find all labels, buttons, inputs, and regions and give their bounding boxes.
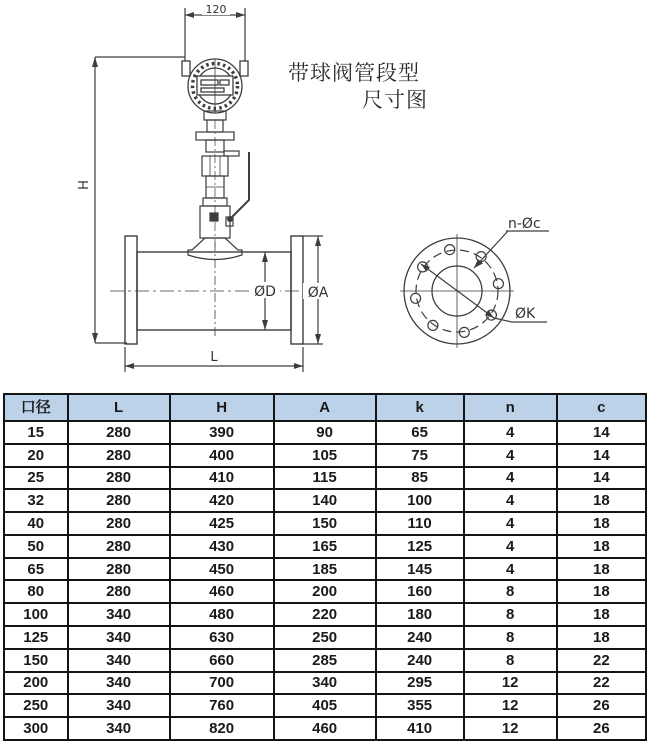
table-cell: 340 bbox=[68, 626, 170, 649]
table-cell: 430 bbox=[170, 535, 274, 558]
table-cell: 410 bbox=[170, 467, 274, 490]
table-cell: 295 bbox=[376, 672, 464, 695]
table-cell: 125 bbox=[376, 535, 464, 558]
table-cell: 40 bbox=[4, 512, 68, 535]
table-cell: 4 bbox=[464, 535, 557, 558]
dim-label-OD: ØD bbox=[254, 284, 276, 300]
dimension-table-section bbox=[3, 393, 647, 741]
table-row bbox=[4, 580, 646, 603]
table-cell: 280 bbox=[68, 580, 170, 603]
table-cell: 240 bbox=[376, 626, 464, 649]
table-cell: 8 bbox=[464, 603, 557, 626]
dim-label-OA: ØA bbox=[307, 285, 329, 301]
table-cell: 240 bbox=[376, 649, 464, 672]
table-cell: 14 bbox=[557, 421, 646, 444]
table-cell: 75 bbox=[376, 444, 464, 467]
table-cell: 12 bbox=[464, 672, 557, 695]
table-cell: 65 bbox=[4, 558, 68, 581]
table-cell: 145 bbox=[376, 558, 464, 581]
table-cell: 12 bbox=[464, 717, 557, 740]
table-cell: 4 bbox=[464, 558, 557, 581]
table-cell: 100 bbox=[4, 603, 68, 626]
drain-tap bbox=[224, 151, 239, 156]
table-cell: 250 bbox=[4, 694, 68, 717]
left-flange bbox=[125, 236, 137, 344]
table-cell: 100 bbox=[376, 489, 464, 512]
table-cell: 25 bbox=[4, 467, 68, 490]
table-body bbox=[4, 421, 646, 740]
table-cell: 26 bbox=[557, 694, 646, 717]
table-cell: 150 bbox=[4, 649, 68, 672]
table-cell: 115 bbox=[274, 467, 376, 490]
table-cell: 125 bbox=[4, 626, 68, 649]
table-cell: 105 bbox=[274, 444, 376, 467]
table-cell: 220 bbox=[274, 603, 376, 626]
table-cell: 355 bbox=[376, 694, 464, 717]
transmitter-head bbox=[182, 59, 248, 113]
table-cell: 22 bbox=[557, 672, 646, 695]
column-header: c bbox=[557, 394, 646, 421]
dim-top-width bbox=[185, 3, 245, 61]
table-header-row bbox=[4, 394, 646, 421]
table-cell: 8 bbox=[464, 649, 557, 672]
table-row bbox=[4, 717, 646, 740]
table-cell: 14 bbox=[557, 444, 646, 467]
table-cell: 14 bbox=[557, 467, 646, 490]
dim-height bbox=[77, 57, 185, 343]
right-flange bbox=[291, 236, 303, 344]
table-cell: 4 bbox=[464, 489, 557, 512]
table-row bbox=[4, 558, 646, 581]
table-cell: 300 bbox=[4, 717, 68, 740]
pipe-section bbox=[110, 236, 322, 344]
dim-flange-diameter bbox=[303, 236, 333, 344]
table-cell: 18 bbox=[557, 512, 646, 535]
drawing-title bbox=[288, 60, 428, 114]
table-row bbox=[4, 489, 646, 512]
table-cell: 420 bbox=[170, 489, 274, 512]
table-row bbox=[4, 467, 646, 490]
table-cell: 460 bbox=[170, 580, 274, 603]
table-cell: 32 bbox=[4, 489, 68, 512]
table-cell: 18 bbox=[557, 580, 646, 603]
table-row bbox=[4, 444, 646, 467]
table-cell: 200 bbox=[274, 580, 376, 603]
table-cell: 18 bbox=[557, 626, 646, 649]
column-header: 口径 bbox=[4, 394, 68, 421]
table-row bbox=[4, 512, 646, 535]
column-header: n bbox=[464, 394, 557, 421]
table-cell: 425 bbox=[170, 512, 274, 535]
table-cell: 390 bbox=[170, 421, 274, 444]
drawing-title-line1: 带球阀管段型 bbox=[288, 61, 420, 85]
table-cell: 26 bbox=[557, 717, 646, 740]
table-row bbox=[4, 421, 646, 444]
table-cell: 8 bbox=[464, 580, 557, 603]
table-cell: 280 bbox=[68, 558, 170, 581]
table-row bbox=[4, 626, 646, 649]
stem-valve-assembly bbox=[188, 111, 249, 260]
table-cell: 12 bbox=[464, 694, 557, 717]
column-header: A bbox=[274, 394, 376, 421]
table-cell: 90 bbox=[274, 421, 376, 444]
table-cell: 65 bbox=[376, 421, 464, 444]
table-cell: 280 bbox=[68, 535, 170, 558]
table-cell: 15 bbox=[4, 421, 68, 444]
table-cell: 280 bbox=[68, 512, 170, 535]
table-cell: 700 bbox=[170, 672, 274, 695]
table-cell: 340 bbox=[68, 649, 170, 672]
dim-label-120: 120 bbox=[205, 3, 227, 16]
dim-pipe-diameter bbox=[250, 252, 280, 330]
table-cell: 150 bbox=[274, 512, 376, 535]
table-cell: 280 bbox=[68, 467, 170, 490]
table-row bbox=[4, 649, 646, 672]
table-cell: 630 bbox=[170, 626, 274, 649]
column-header: H bbox=[170, 394, 274, 421]
drawing-title-line2: 尺寸图 bbox=[362, 88, 428, 112]
table-cell: 22 bbox=[557, 649, 646, 672]
table-cell: 820 bbox=[170, 717, 274, 740]
dim-label-L: L bbox=[210, 350, 218, 365]
dim-length bbox=[125, 347, 303, 372]
table-cell: 18 bbox=[557, 603, 646, 626]
table-cell: 200 bbox=[4, 672, 68, 695]
table-cell: 110 bbox=[376, 512, 464, 535]
table-cell: 140 bbox=[274, 489, 376, 512]
dimension-table bbox=[3, 393, 647, 741]
table-cell: 18 bbox=[557, 558, 646, 581]
table-cell: 460 bbox=[274, 717, 376, 740]
column-header: k bbox=[376, 394, 464, 421]
table-cell: 660 bbox=[170, 649, 274, 672]
flange-face-view bbox=[400, 216, 549, 348]
table-cell: 410 bbox=[376, 717, 464, 740]
table-cell: 185 bbox=[274, 558, 376, 581]
table-cell: 4 bbox=[464, 467, 557, 490]
table-cell: 250 bbox=[274, 626, 376, 649]
table-cell: 340 bbox=[274, 672, 376, 695]
table-cell: 280 bbox=[68, 421, 170, 444]
table-cell: 340 bbox=[68, 603, 170, 626]
table-cell: 8 bbox=[464, 626, 557, 649]
table-cell: 340 bbox=[68, 694, 170, 717]
table-cell: 285 bbox=[274, 649, 376, 672]
table-cell: 20 bbox=[4, 444, 68, 467]
table-cell: 450 bbox=[170, 558, 274, 581]
table-cell: 280 bbox=[68, 444, 170, 467]
table-row bbox=[4, 603, 646, 626]
table-cell: 340 bbox=[68, 717, 170, 740]
table-cell: 18 bbox=[557, 489, 646, 512]
table-cell: 180 bbox=[376, 603, 464, 626]
table-row bbox=[4, 672, 646, 695]
table-cell: 4 bbox=[464, 421, 557, 444]
table-cell: 85 bbox=[376, 467, 464, 490]
table-cell: 4 bbox=[464, 444, 557, 467]
table-cell: 280 bbox=[68, 489, 170, 512]
dim-label-H: H bbox=[77, 180, 92, 190]
label-n-oc: n-Øc bbox=[508, 216, 541, 232]
table-cell: 50 bbox=[4, 535, 68, 558]
column-header: L bbox=[68, 394, 170, 421]
table-cell: 405 bbox=[274, 694, 376, 717]
table-cell: 18 bbox=[557, 535, 646, 558]
table-cell: 4 bbox=[464, 512, 557, 535]
table-row bbox=[4, 694, 646, 717]
table-cell: 80 bbox=[4, 580, 68, 603]
table-cell: 165 bbox=[274, 535, 376, 558]
table-row bbox=[4, 535, 646, 558]
table-cell: 340 bbox=[68, 672, 170, 695]
table-cell: 160 bbox=[376, 580, 464, 603]
table-cell: 760 bbox=[170, 694, 274, 717]
label-ok: ØK bbox=[515, 306, 536, 322]
table-cell: 480 bbox=[170, 603, 274, 626]
table-cell: 400 bbox=[170, 444, 274, 467]
